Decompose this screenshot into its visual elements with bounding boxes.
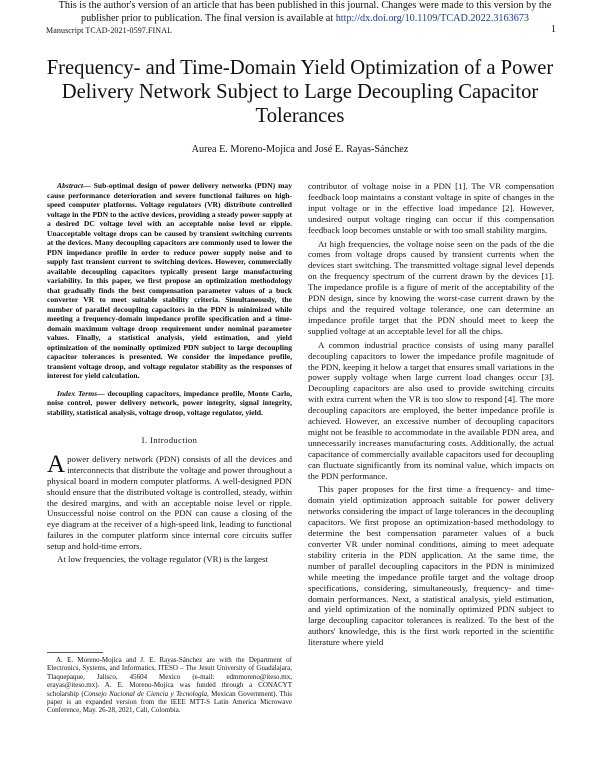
- notice-text: This is the author's version of an article that has been published in this journal. Changes were made to this version by the publisher prior to publication. The final version is available at: [58, 0, 552, 24]
- index-terms-text: decoupling capacitors, impedance profile, Monte Carlo, noise control, power delivery network, power integrity, signal integrity, stability, statistical analysis, voltage droop, voltage regulator, yield.: [47, 388, 292, 417]
- left-column: [47, 181, 292, 565]
- doi-link[interactable]: http://dx.doi.org/10.1109/TCAD.2022.3163673: [335, 12, 529, 24]
- publication-notice: [50, 0, 560, 25]
- page-number: 1: [551, 24, 556, 35]
- manuscript-id: Manuscript TCAD-2021-0597.FINAL: [46, 26, 173, 35]
- abstract-label: Abstract—: [57, 181, 91, 190]
- paper-title: Frequency- and Time-Domain Yield Optimization of a Power Delivery Network Subject to Large Decoupling Capacitor Tolerances: [46, 57, 554, 127]
- footnote-divider: [47, 652, 103, 653]
- dropcap: A: [47, 450, 66, 478]
- right-column: [308, 181, 554, 648]
- abstract-text: Sub-optimal design of power delivery networks (PDN) may cause performance deterioration and severe functional failures on high-speed computer platforms. Voltage regulators (VR) distribute controlled voltage in the PDN to the active devices, providing a steady power supply at a desired DC voltage level with an acceptable noise level or ripple. Unacceptable voltage drops can be caused by transient switching currents at the devices. Many decoupling capacitors are commonly used to lower the PDN impedance profile in order to reduce power supply noise and to supply fast transient current to switching devices. However, commercially available decoupling capacitors typically present large manufacturing variability. In this paper, we first propose an optimization methodology that gradually finds the best compensation parameter values of a buck converter VR to meet suitable stability criteria. Simultaneously, the number of parallel decoupling capacitors in the PDN is minimized while meeting a frequency-domain impedance profile specification and a time-domain maximum voltage droop requirement under nominal parameter values. Finally, a statistical analysis, yield estimation, and yield optimization of the nominally optimized PDN subject to large decoupling capacitor tolerances is presented. We consider the impedance profile, transient voltage droop, and voltage regulator stability as the responses of interest for yield calculation.: [47, 181, 292, 380]
- intro-paragraph-1: [47, 450, 292, 552]
- right-paragraph-1: contributor of voltage noise in a PDN [1]. The VR compensation feedback loop maintains a constant voltage in spite of changes in the input voltage or in the effective load impedance [2]. However, undesired output voltage ringing can occur if this compensation feedback loop becomes unstable or with too small stability margins.: [308, 181, 554, 235]
- section-heading-introduction: I. Introduction: [141, 435, 198, 445]
- right-paragraph-4: This paper proposes for the first time a frequency- and time-domain yield optimization approach suitable for power delivery networks considering the impact of large tolerances in the decoupling capacitors. We first propose an optimization-based methodology to determine the best compensation parameter values of a buck converter VR under nominal conditions, aiming to meet adequate stability criteria in the PDN application. At the same time, the number of parallel decoupling capacitors in the PDN is minimized while meeting the impedance profile target and the voltage droop specifications, considering, simultaneously, frequency- and time-domain performances. Next, a statistical analysis, yield estimation, and yield optimization of the nominally optimized PDN subject to large decoupling capacitor tolerances is realized. To the best of the authors' knowledge, this is the first work reported in the scientific literature where yield: [308, 484, 554, 648]
- index-terms-label: Index Terms—: [57, 388, 105, 398]
- index-terms: [47, 389, 292, 418]
- footnote-italic: Consejo Nacional de Ciencia y Tecnología: [83, 689, 207, 698]
- footnote-text-1: A. E. Moreno-Mojica and J. E. Rayas-Sánchez are with the Department of Electronics, Systems, and Informatics, ITESO – The Jesuit University of Guadalajara, Tlaquepaque, Jalisco, 45604 Mexico (e-mail: edmmoreno@iteso.mx, erayas@iteso.mx). A. E. Moreno-Mojica was funded through a CONACYT scholarship (: [47, 656, 292, 698]
- intro-paragraph-1-text: power delivery network (PDN) consists of all the devices and interconnects that distribute the voltage and power throughout a physical board in modern computer platforms. A well-designed PDN should ensure that the distributed voltage is controlled, steady, within the desired margins, and with an acceptable noise level or ripple. Unsuccessful noise control on the PDN can cause a closing of the eye diagram at the receiver of a high-speed link, leading to functional failures in the computer platform since internal core circuits suffer setup and hold-time errors.: [47, 453, 292, 552]
- abstract: [47, 181, 292, 381]
- intro-paragraph-2: At low frequencies, the voltage regulator (VR) is the largest: [57, 554, 268, 565]
- right-paragraph-3: A common industrial practice consists of using many parallel decoupling capacitors to lower the impedance profile magnitude of the PDN, keeping it below a target that ensures small variations in the power supply voltage when large current load changes occur [3]. Decoupling capacitors are also used to provide switching circuits with extra current when the VR is too slow to respond [4]. The more decoupling capacitors are employed, the better impedance profile is achieved. However, an excessive number of decoupling capacitors might not be feasible to accommodate in the available PDN area, and unnecessarily increases manufacturing costs. Additionally, the actual capacitance of commercially available capacitors used for decoupling can fluctuate significantly from its nominal value, which impacts on the PDN performance.: [308, 339, 554, 481]
- footnote-text-2: , Mexican Government). This paper is an expanded version from the IEEE MTT-S Latin America Microwave Conference, May. 26-28, 2021, Cali, Colombia.: [47, 689, 292, 715]
- author-footnote: [47, 656, 292, 715]
- paper-authors: Aurea E. Moreno-Mojica and José E. Rayas-Sánchez: [191, 144, 409, 155]
- right-paragraph-2: At high frequencies, the voltage noise seen on the pads of the die comes from voltage drops caused by transient currents when the devices start switching. The transmitted voltage signal level depends on the frequency spectrum of the current drawn by the devices [1]. The impedance profile is a figure of merit of the acceptability of the PDN design, since by knowing the worst-case current drawn by the chips and the required voltage tolerance, one can determine an impedance profile target that the PDN should meet to keep the supplied voltage at an acceptable level for all the chips.: [308, 238, 554, 336]
